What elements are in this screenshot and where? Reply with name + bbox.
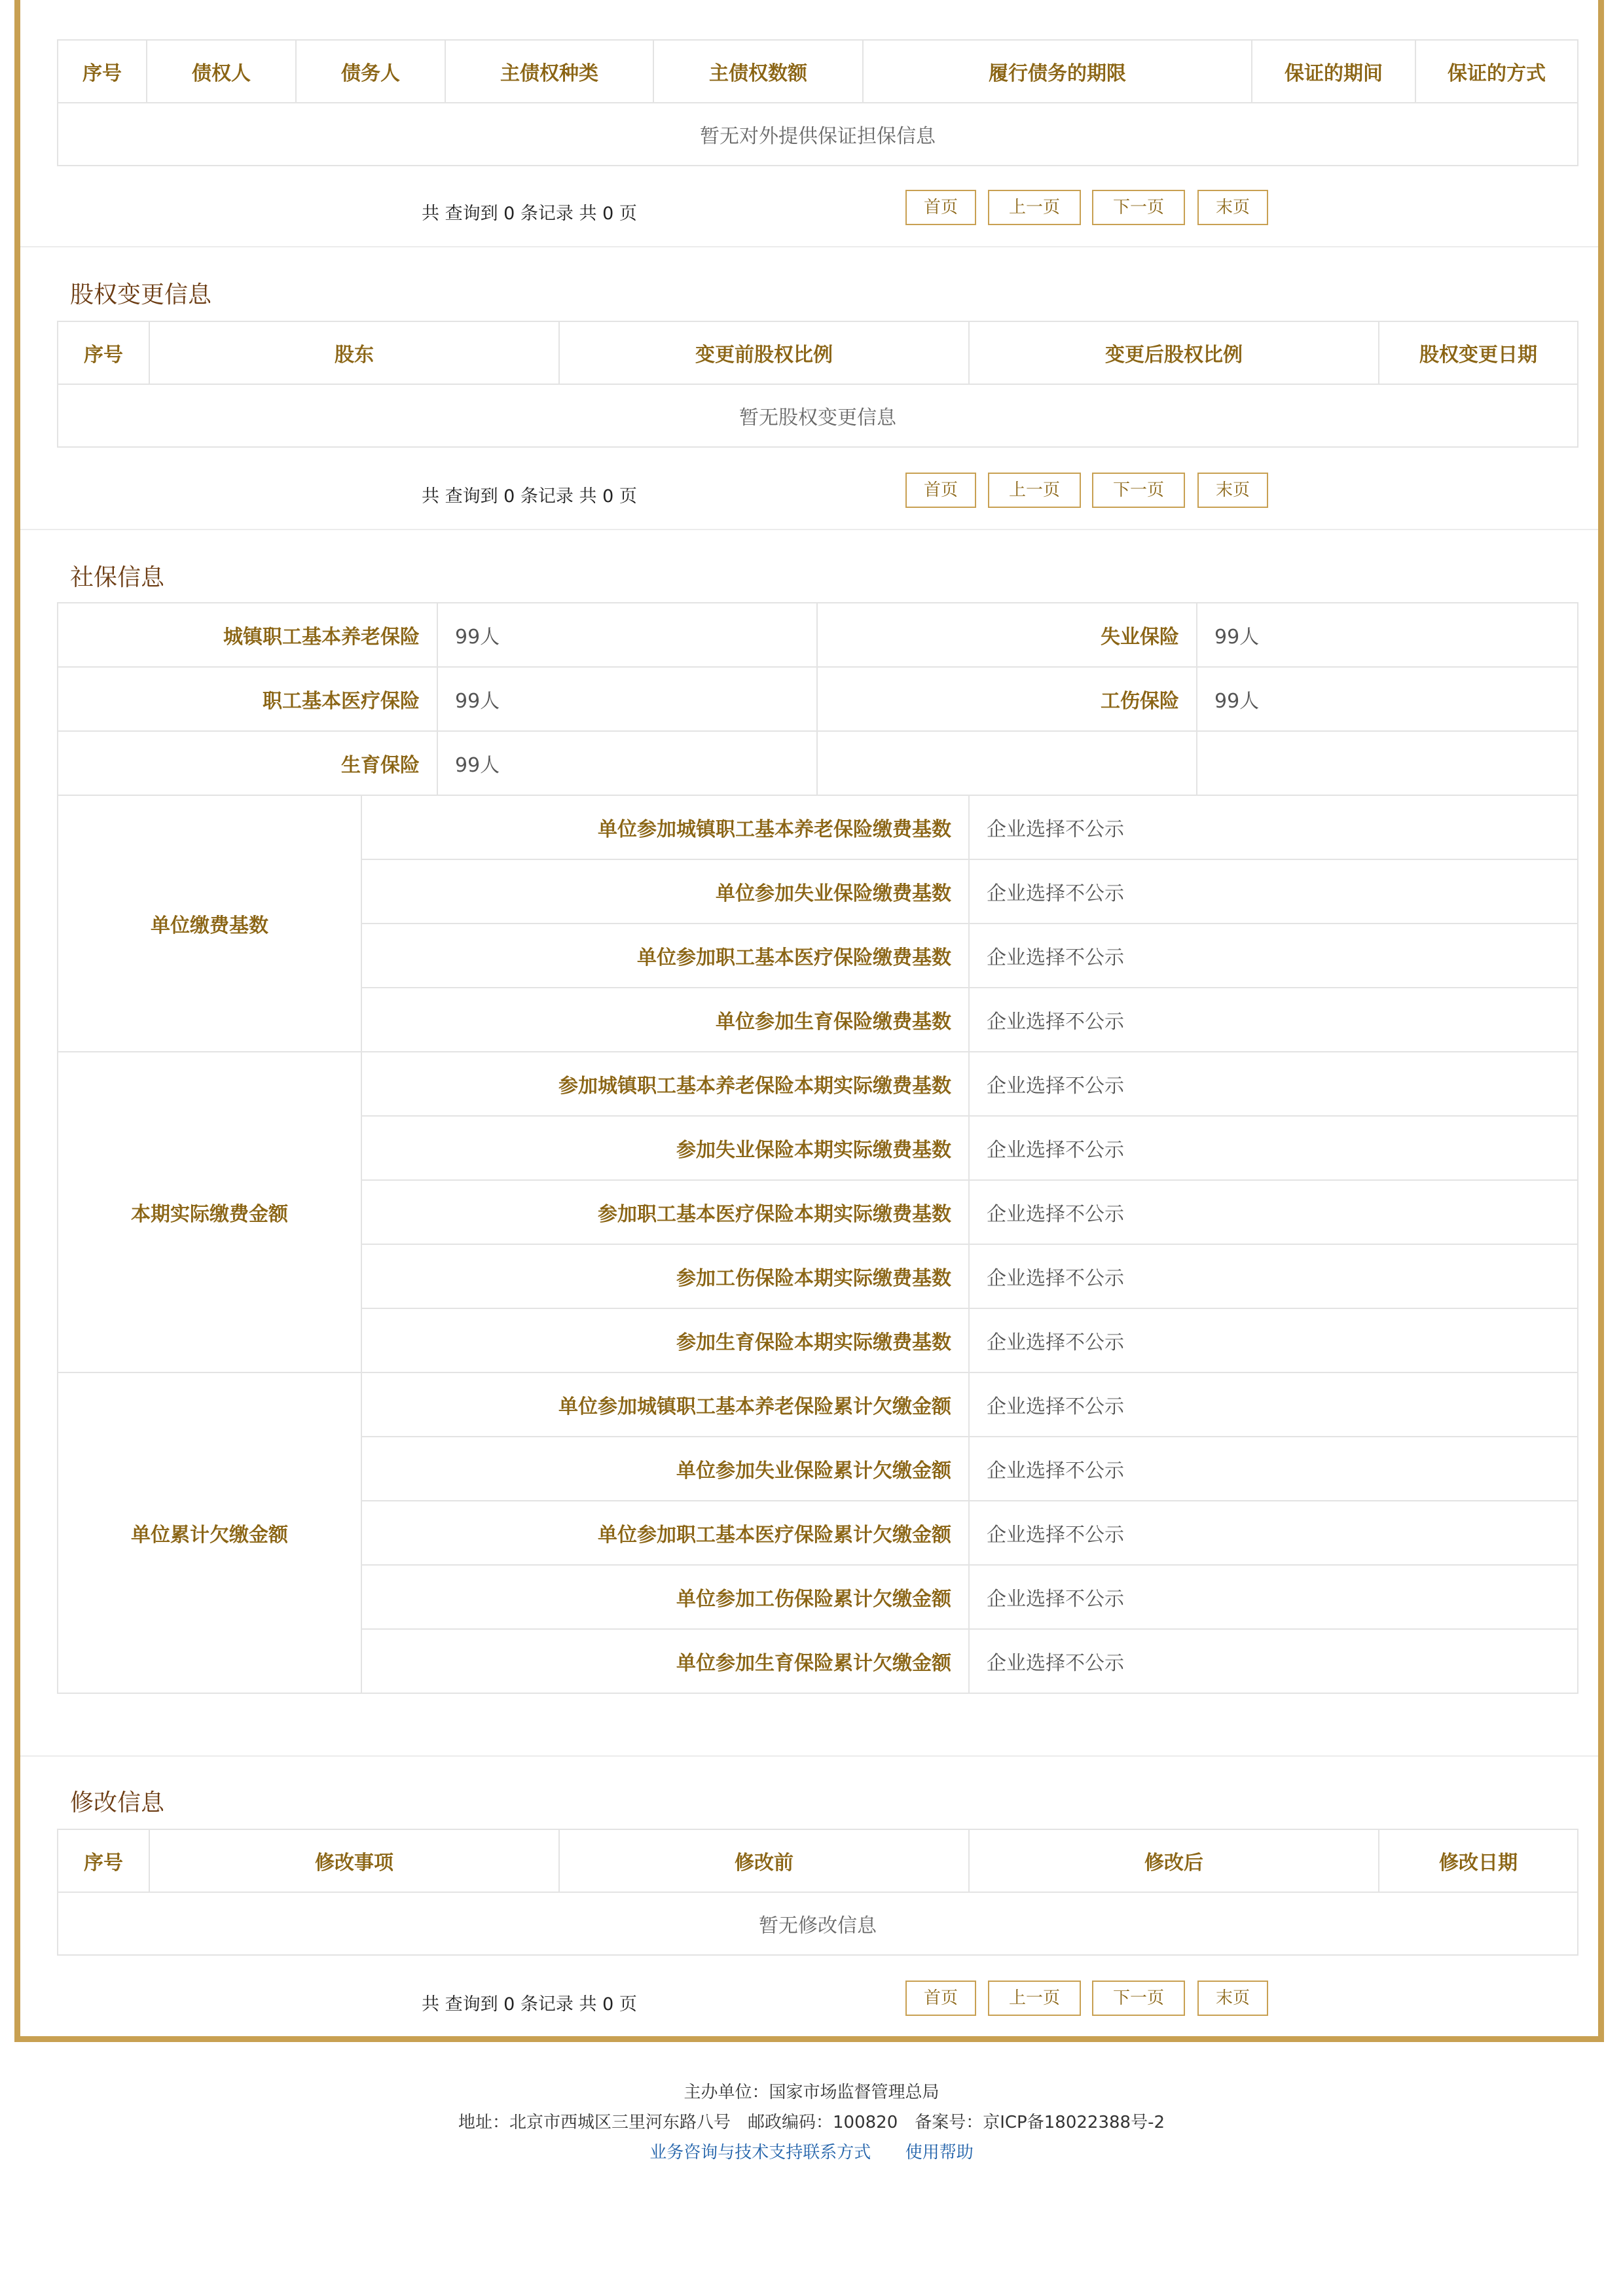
- table-row: [58, 667, 1578, 731]
- insurance-value: 99人: [437, 731, 817, 795]
- support-contact-link[interactable]: 业务咨询与技术支持联系方式: [649, 2143, 871, 2162]
- col-header: 债权人: [147, 40, 296, 103]
- section-divider: [20, 246, 1598, 247]
- col-header: 序号: [58, 1829, 149, 1892]
- empty-message: 暂无修改信息: [58, 1892, 1578, 1955]
- footer-address: 地址：北京市西城区三里河东路八号 邮政编码：100820 备案号：京ICP备18022388号-2: [458, 2113, 1165, 2132]
- detail-value: 企业选择不公示: [969, 1116, 1578, 1180]
- col-header: 变更后股权比例: [969, 321, 1379, 384]
- detail-value: 企业选择不公示: [969, 1565, 1578, 1629]
- col-header: 序号: [58, 40, 147, 103]
- next-page-button[interactable]: 下一页: [1092, 190, 1185, 225]
- insurance-value: [1197, 731, 1578, 795]
- footer-links: [0, 2139, 1623, 2163]
- social-insurance-summary: [57, 602, 1578, 796]
- detail-label: 单位参加失业保险缴费基数: [361, 859, 969, 924]
- detail-label: 参加生育保险本期实际缴费基数: [361, 1308, 969, 1372]
- table-row: [58, 603, 1578, 667]
- detail-value: 企业选择不公示: [969, 1629, 1578, 1693]
- detail-label: 参加失业保险本期实际缴费基数: [361, 1116, 969, 1180]
- next-page-button[interactable]: 下一页: [1092, 473, 1185, 508]
- record-count: 共 查询到 0 条记录 共 0 页: [422, 1994, 637, 2015]
- detail-value: 企业选择不公示: [969, 1180, 1578, 1244]
- col-header: 股东: [149, 321, 559, 384]
- detail-label: 单位参加生育保险缴费基数: [361, 988, 969, 1052]
- insurance-value: 99人: [437, 667, 817, 731]
- insurance-label: 工伤保险: [817, 667, 1197, 731]
- col-header: 主债权种类: [445, 40, 653, 103]
- detail-label: 参加城镇职工基本养老保险本期实际缴费基数: [361, 1052, 969, 1116]
- prev-page-button[interactable]: 上一页: [988, 1981, 1081, 2016]
- prev-page-button[interactable]: 上一页: [988, 473, 1081, 508]
- col-header: 修改日期: [1379, 1829, 1578, 1892]
- table-row: [58, 1052, 1578, 1116]
- guarantee-pagination: [57, 190, 1577, 229]
- equity-table: [57, 321, 1578, 448]
- last-page-button[interactable]: 末页: [1197, 190, 1268, 225]
- empty-message: 暂无对外提供保证担保信息: [58, 103, 1578, 166]
- next-page-button[interactable]: 下一页: [1092, 1981, 1185, 2016]
- last-page-button[interactable]: 末页: [1197, 473, 1268, 508]
- table-row: [58, 103, 1578, 166]
- detail-label: 单位参加城镇职工基本养老保险缴费基数: [361, 795, 969, 859]
- detail-value: 企业选择不公示: [969, 1501, 1578, 1565]
- detail-label: 单位参加城镇职工基本养老保险累计欠缴金额: [361, 1372, 969, 1437]
- col-header: 主债权数额: [653, 40, 863, 103]
- table-header-row: [58, 40, 1578, 103]
- detail-value: 企业选择不公示: [969, 859, 1578, 924]
- social-insurance-details: [57, 795, 1578, 1694]
- col-header: 修改后: [969, 1829, 1379, 1892]
- modify-table: [57, 1829, 1578, 1956]
- first-page-button[interactable]: 首页: [905, 1981, 976, 2016]
- insurance-label: 职工基本医疗保险: [58, 667, 437, 731]
- col-header: 保证的方式: [1415, 40, 1578, 103]
- group-label: 单位累计欠缴金额: [58, 1372, 361, 1693]
- detail-label: 参加工伤保险本期实际缴费基数: [361, 1244, 969, 1308]
- table-row: [58, 731, 1578, 795]
- col-header: 变更前股权比例: [559, 321, 969, 384]
- last-page-button[interactable]: 末页: [1197, 1981, 1268, 2016]
- insurance-label: 城镇职工基本养老保险: [58, 603, 437, 667]
- table-row: [58, 384, 1578, 447]
- group-label: 单位缴费基数: [58, 795, 361, 1052]
- detail-label: 单位参加工伤保险累计欠缴金额: [361, 1565, 969, 1629]
- table-row: [58, 1892, 1578, 1955]
- table-header-row: [58, 321, 1578, 384]
- insurance-label: [817, 731, 1197, 795]
- section-title-equity: 股权变更信息: [70, 281, 212, 308]
- detail-value: 企业选择不公示: [969, 1308, 1578, 1372]
- section-title-modify: 修改信息: [70, 1789, 165, 1816]
- col-header: 债务人: [296, 40, 445, 103]
- insurance-label: 生育保险: [58, 731, 437, 795]
- col-header: 保证的期间: [1252, 40, 1415, 103]
- table-row: [58, 795, 1578, 859]
- table-row: [58, 1372, 1578, 1437]
- col-header: 修改前: [559, 1829, 969, 1892]
- section-title-social: 社保信息: [70, 564, 165, 591]
- insurance-label: 失业保险: [817, 603, 1197, 667]
- detail-value: 企业选择不公示: [969, 795, 1578, 859]
- section-divider: [20, 1755, 1598, 1757]
- section-divider: [20, 529, 1598, 530]
- modify-pagination: [57, 1981, 1577, 2020]
- detail-label: 参加职工基本医疗保险本期实际缴费基数: [361, 1180, 969, 1244]
- detail-label: 单位参加生育保险累计欠缴金额: [361, 1629, 969, 1693]
- insurance-value: 99人: [437, 603, 817, 667]
- insurance-value: 99人: [1197, 667, 1578, 731]
- detail-label: 单位参加失业保险累计欠缴金额: [361, 1437, 969, 1501]
- col-header: 序号: [58, 321, 149, 384]
- detail-label: 单位参加职工基本医疗保险缴费基数: [361, 924, 969, 988]
- detail-value: 企业选择不公示: [969, 1372, 1578, 1437]
- detail-value: 企业选择不公示: [969, 1244, 1578, 1308]
- detail-value: 企业选择不公示: [969, 988, 1578, 1052]
- group-label: 本期实际缴费金额: [58, 1052, 361, 1372]
- equity-pagination: [57, 473, 1577, 512]
- detail-value: 企业选择不公示: [969, 924, 1578, 988]
- insurance-value: 99人: [1197, 603, 1578, 667]
- table-header-row: [58, 1829, 1578, 1892]
- detail-value: 企业选择不公示: [969, 1052, 1578, 1116]
- first-page-button[interactable]: 首页: [905, 190, 976, 225]
- footer-sponsor: 主办单位：国家市场监督管理总局: [684, 2083, 939, 2102]
- first-page-button[interactable]: 首页: [905, 473, 976, 508]
- detail-label: 单位参加职工基本医疗保险累计欠缴金额: [361, 1501, 969, 1565]
- col-header: 履行债务的期限: [863, 40, 1252, 103]
- content-frame: [14, 0, 1604, 2042]
- record-count: 共 查询到 0 条记录 共 0 页: [422, 204, 637, 224]
- col-header: 股权变更日期: [1379, 321, 1578, 384]
- detail-value: 企业选择不公示: [969, 1437, 1578, 1501]
- record-count: 共 查询到 0 条记录 共 0 页: [422, 486, 637, 507]
- guarantee-table: [57, 39, 1578, 166]
- help-link[interactable]: 使用帮助: [905, 2143, 974, 2162]
- empty-message: 暂无股权变更信息: [58, 384, 1578, 447]
- prev-page-button[interactable]: 上一页: [988, 190, 1081, 225]
- col-header: 修改事项: [149, 1829, 559, 1892]
